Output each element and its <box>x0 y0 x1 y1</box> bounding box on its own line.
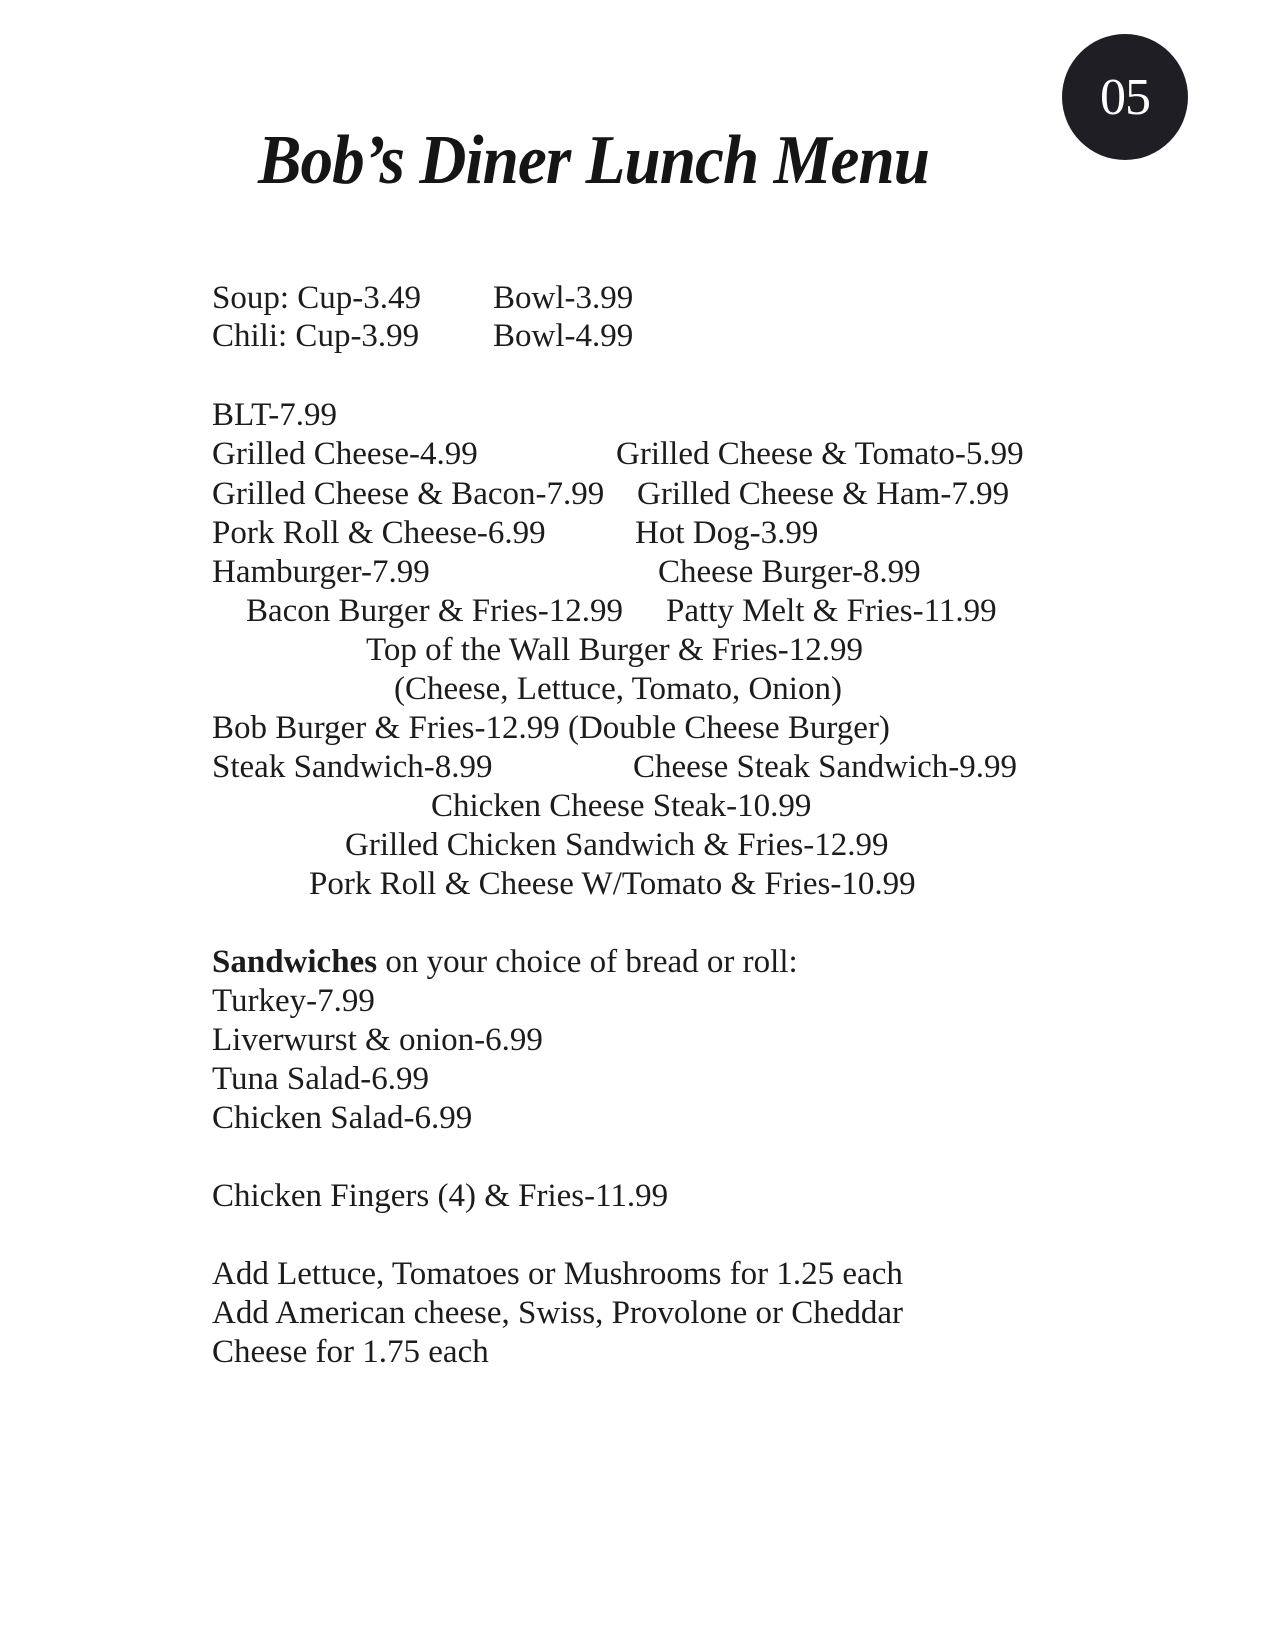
menu-item-blt: BLT-7.99 <box>212 397 338 433</box>
addon-line: Add Lettuce, Tomatoes or Mushrooms for 1.25 each <box>212 1256 903 1292</box>
menu-item-chicken-fingers: Chicken Fingers (4) & Fries-11.99 <box>212 1178 669 1214</box>
soup-cup-price: Soup: Cup-3.49 <box>212 280 422 316</box>
menu-item-hamburger: Hamburger-7.99 <box>212 554 430 590</box>
soup-bowl-price: Bowl-3.99 <box>493 280 634 316</box>
menu-item-grilled-cheese-bacon: Grilled Cheese & Bacon-7.99 <box>212 476 605 512</box>
menu-item-pork-roll-tomato-fries: Pork Roll & Cheese W/Tomato & Fries-10.99 <box>309 866 916 902</box>
menu-item-hot-dog: Hot Dog-3.99 <box>635 515 819 551</box>
menu-item-grilled-cheese-ham: Grilled Cheese & Ham-7.99 <box>637 476 1010 512</box>
sandwich-item: Tuna Salad-6.99 <box>212 1061 429 1097</box>
menu-item-bacon-burger: Bacon Burger & Fries-12.99 <box>246 593 624 629</box>
top-of-the-wall-note: (Cheese, Lettuce, Tomato, Onion) <box>394 671 842 707</box>
menu-item-grilled-cheese-tomato: Grilled Cheese & Tomato-5.99 <box>616 436 1024 472</box>
addon-line: Cheese for 1.75 each <box>212 1334 489 1370</box>
sandwich-item: Turkey-7.99 <box>212 983 375 1019</box>
menu-title: Bob’s Diner Lunch Menu <box>258 122 930 199</box>
menu-item-steak-sandwich: Steak Sandwich-8.99 <box>212 749 493 785</box>
sandwiches-heading <box>212 942 798 982</box>
sandwich-item: Liverwurst & onion-6.99 <box>212 1022 543 1058</box>
menu-item-pork-roll-cheese: Pork Roll & Cheese-6.99 <box>212 515 546 551</box>
chili-cup-price: Chili: Cup-3.99 <box>212 318 420 354</box>
menu-item-cheese-burger: Cheese Burger-8.99 <box>658 554 921 590</box>
sandwich-item: Chicken Salad-6.99 <box>212 1100 473 1136</box>
addon-line: Add American cheese, Swiss, Provolone or Cheddar <box>212 1295 904 1331</box>
sandwiches-heading-rest: on your choice of bread or roll: <box>377 944 798 980</box>
menu-item-bob-burger: Bob Burger & Fries-12.99 (Double Cheese Burger) <box>212 710 890 746</box>
menu-item-patty-melt: Patty Melt & Fries-11.99 <box>666 593 997 629</box>
menu-item-grilled-cheese: Grilled Cheese-4.99 <box>212 436 478 472</box>
chili-bowl-price: Bowl-4.99 <box>493 318 634 354</box>
page-number-badge: 05 <box>1062 34 1188 160</box>
menu-item-top-of-the-wall: Top of the Wall Burger & Fries-12.99 <box>366 632 863 668</box>
menu-item-grilled-chicken-sandwich: Grilled Chicken Sandwich & Fries-12.99 <box>345 827 889 863</box>
menu-item-chicken-cheese-steak: Chicken Cheese Steak-10.99 <box>431 788 812 824</box>
sandwiches-heading-bold: Sandwiches <box>212 944 378 980</box>
menu-item-cheese-steak-sandwich: Cheese Steak Sandwich-9.99 <box>633 749 1017 785</box>
